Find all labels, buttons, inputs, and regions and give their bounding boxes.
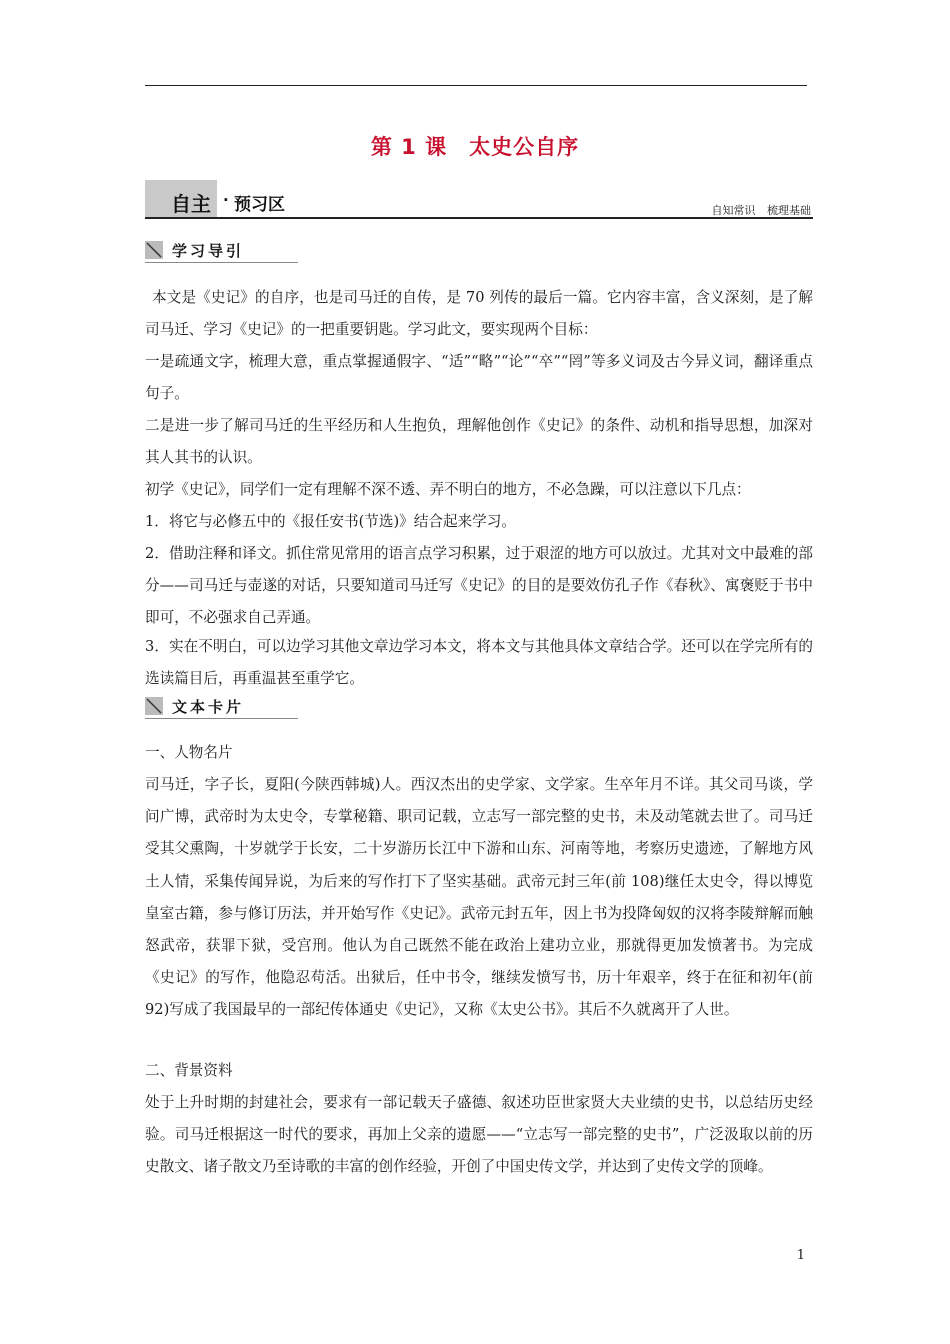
page-number: 1 [796, 1248, 805, 1263]
section-heading-label: 学习导引 [172, 242, 245, 260]
section-underline [145, 262, 298, 263]
paragraph: 一、人物名片 [145, 744, 233, 761]
paragraph: 二是进一步了解司马迁的生平经历和人生抱负，理解他创作《史记》的条件、动机和指导思想，加深对其人其书的认识。 [145, 417, 813, 467]
banner-sub-label: 预习区 [234, 195, 285, 215]
paragraph: 处于上升时期的封建社会，要求有一部记载天子盛德、叙述功臣世家贤大夫业绩的史书，以总结历史经验。司马迁根据这一时代的要求，再加上父亲的遗愿——“立志写一部完整的史书”，广泛汲取以前的历史散文、诸子散文乃至诗歌的丰富的创作经验，开创了中国史传文学，并达到了史传文学的顶峰。 [145, 1094, 813, 1176]
header-rule [145, 85, 807, 86]
banner-dot: · [223, 191, 229, 209]
banner-main-label: 自主 [171, 192, 211, 216]
paragraph: 二、背景资料 [145, 1062, 233, 1079]
banner-right-caption: 自知常识 梳理基础 [711, 204, 811, 217]
diagonal-square-icon [145, 697, 163, 715]
paragraph: 司马迁，字子长，夏阳(今陕西韩城)人。西汉杰出的史学家、文学家。生卒年月不详。其父司马谈，学问广博，武帝时为太史令，专掌秘籍、职司记载，立志写一部完整的史书，未及动笔就去世了。司马迁受其父熏陶，十岁就学于长安，二十岁游历长江中下游和山东、河南等地，考察历史遗迹，了解地方风土人情，采集传闻异说，为后来的写作打下了坚实基础。武帝元封三年(前 108)继任太史令，得以博览皇室古籍，参与修订历法，并开始写作《史记》。武帝元封五年，因上书为投降匈奴的汉将李陵辩解而触怒武帝，获罪下狱，受宫刑。他认为自己既然不能在政治上建功立业，那就得更加发愤著书。为完成《史记》的写作，他隐忍苟活。出狱后，任中书令，继续发愤写书，历十年艰辛，终于在征和初年(前 92)写成了我国最早的一部纪传体通史《史记》，又称《太史公书》。其后不久就离开了人世。 [145, 776, 813, 1019]
section-underline [145, 718, 298, 719]
diagonal-square-icon [145, 241, 163, 259]
paragraph: 3．实在不明白，可以边学习其他文章边学习本文，将本文与其他具体文章结合学。还可以在学完所有的选读篇目后，再重温甚至重学它。 [145, 638, 813, 688]
section-heading-label: 文本卡片 [172, 698, 245, 716]
paragraph: 一是疏通文字，梳理大意，重点掌握通假字、“适”“略”“论”“卒”“罔”等多义词及古今异义词，翻译重点句子。 [145, 353, 813, 403]
paragraph: 1．将它与必修五中的《报任安书(节选)》结合起来学习。 [145, 513, 516, 530]
paragraph: 初学《史记》，同学们一定有理解不深不透、弄不明白的地方，不必急躁，可以注意以下几点： [145, 481, 751, 498]
section-banner [145, 180, 813, 220]
page-title: 第 1 课 太史公自序 [370, 135, 580, 159]
paragraph: 本文是《史记》的自序，也是司马迁的自传，是 70 列传的最后一篇。它内容丰富，含义深刻，是了解司马迁、学习《史记》的一把重要钥匙。学习此文，要实现两个目标： [145, 289, 813, 339]
section-heading-study-guide [145, 238, 298, 264]
paragraph: 2．借助注释和译文。抓住常见常用的语言点学习积累，过于艰涩的地方可以放过。尤其对文中最难的部分——司马迁与壶遂的对话，只要知道司马迁写《史记》的目的是要效仿孔子作《春秋》、寓褒贬于书中即可，不必强求自己弄通。 [145, 545, 813, 627]
banner-rule [145, 217, 813, 219]
section-heading-text-card [145, 694, 298, 720]
